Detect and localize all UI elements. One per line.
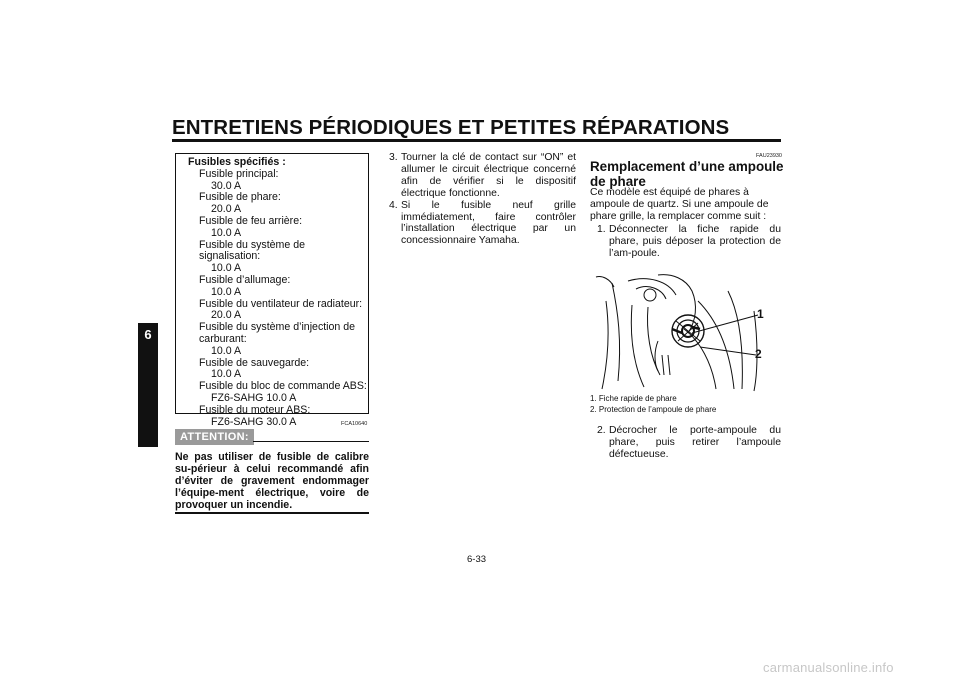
step-number: 1.: [597, 224, 606, 235]
figure-label-1: 1: [757, 307, 764, 321]
step-1: [597, 224, 781, 260]
attention-badge: ATTENTION:: [175, 429, 254, 445]
fuse-label: Fusible principal:: [199, 167, 279, 180]
caption-item: 2. Protection de l’ampoule de phare: [590, 405, 717, 415]
fuse-value: FZ6-SAHG 30.0 A: [211, 415, 297, 428]
fuse-value: 20.0 A: [211, 309, 242, 322]
attention-rule: [253, 441, 369, 442]
step-number: 2.: [597, 425, 606, 436]
step-number: 3.: [389, 152, 398, 163]
fuse-value: 20.0 A: [211, 203, 242, 216]
fuse-value: 10.0 A: [211, 368, 242, 381]
fuse-value: 10.0 A: [211, 262, 242, 275]
attention-code: FCA10640: [341, 421, 368, 427]
fuse-label: Fusible du système de signalisation:: [199, 238, 305, 263]
figure-captions: [590, 393, 716, 416]
step-text: Déconnecter la fiche rapide du phare, puis déposer la protection de l’am-poule.: [609, 224, 781, 259]
step-2: [597, 425, 781, 461]
fuse-label: Fusible de sauvegarde:: [199, 356, 310, 369]
section-heading: [590, 159, 785, 189]
section-heading-line: de phare: [590, 174, 646, 189]
page-title: ENTRETIENS PÉRIODIQUES ET PETITES RÉPARATIONS: [172, 116, 730, 139]
section-heading-line: Remplacement d’une ampoule: [590, 159, 784, 174]
figure-label-2: 2: [755, 347, 762, 361]
headlight-drawing: [588, 271, 784, 393]
fuse-value: 10.0 A: [211, 285, 242, 298]
fuse-label: Fusible du système d’injection de carburant:: [199, 321, 356, 345]
leader-line-2: [700, 347, 756, 355]
list-item: [389, 200, 576, 248]
fuse-value: 10.0 A: [211, 226, 242, 239]
fuse-value: FZ6-SAHG 10.0 A: [211, 391, 297, 404]
attention-bottom-rule: [175, 512, 369, 514]
watermark: carmanualsonline.info: [763, 660, 894, 675]
fuse-value: 30.0 A: [211, 179, 242, 192]
fuse-spec-heading: Fusibles spécifiés :: [188, 156, 286, 168]
fuse-label: Fusible de phare:: [199, 191, 281, 204]
headlight-illustration: [588, 271, 784, 393]
step-text: Décrocher le porte-ampoule du phare, puis retirer l’ampoule défectueuse.: [609, 425, 781, 460]
chapter-tab: 6: [138, 323, 158, 447]
fuse-label: Fusible du ventilateur de radiateur:: [199, 297, 363, 310]
title-rule: [172, 139, 781, 142]
fuse-label: Fusible de feu arrière:: [199, 214, 303, 227]
step-text: Tourner la clé de contact sur “ON” et allumer le circuit électrique concerné afin de vérifier si le dispositif électrique fonctionne.: [401, 152, 576, 199]
section-intro: Ce modèle est équipé de phares à ampoule de quartz. Si une ampoule de phare grille, la remplacer comme suit :: [590, 187, 769, 222]
step-text: Si le fusible neuf grille immédiatement, faire contrôler l’installation électrique par un concessionnaire Yamaha.: [401, 199, 576, 247]
attention-text: Ne pas utiliser de fusible de calibre su-périeur à celui recommandé afin d’éviter de gravement endommager l’équipe-ment électrique, voire de provoquer un incendie.: [175, 451, 369, 512]
caption-item: 1. Fiche rapide de phare: [590, 394, 677, 403]
section-code: FAU23930: [756, 153, 782, 159]
page-number: 6-33: [467, 554, 487, 565]
fuse-label: Fusible du bloc de commande ABS:: [199, 380, 367, 393]
fuse-label: Fusible du moteur ABS:: [199, 403, 311, 416]
list-item: [389, 152, 576, 200]
middle-steps: [389, 152, 576, 247]
fuse-label: Fusible d’allumage:: [199, 273, 291, 286]
fuse-value: 10.0 A: [211, 344, 242, 357]
step-number: 4.: [389, 199, 398, 211]
